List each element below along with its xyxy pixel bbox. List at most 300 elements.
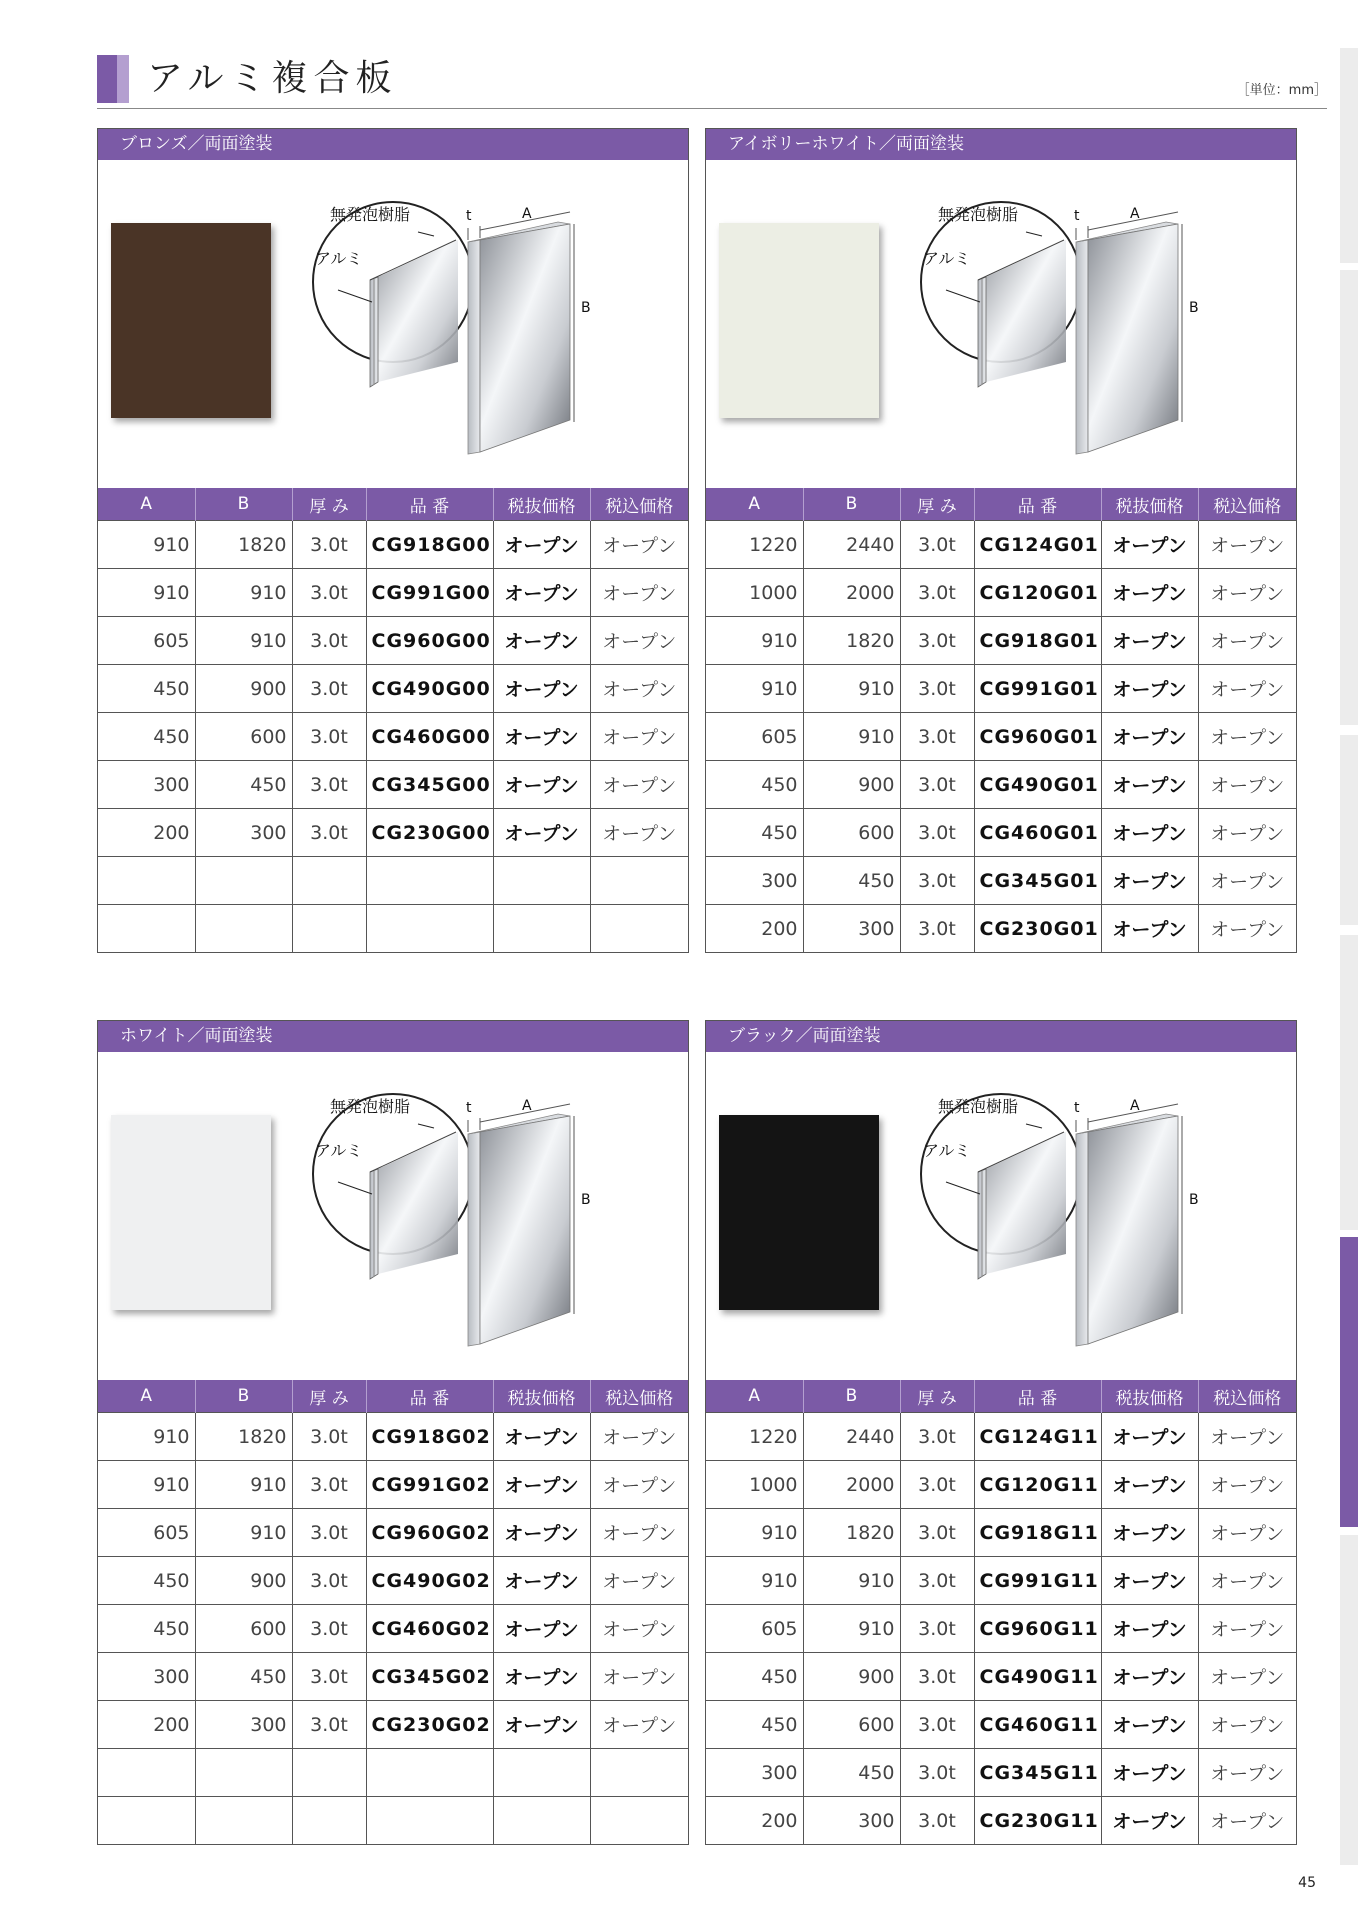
dimension-b-cell xyxy=(195,857,292,905)
product-code-cell: CG490G01 xyxy=(974,761,1101,809)
label-aluminum: アルミ xyxy=(315,1141,363,1160)
price-incl-tax-cell xyxy=(590,1749,688,1797)
price-incl-tax-cell: オープン xyxy=(1198,1701,1296,1749)
dimension-b-cell: 2440 xyxy=(803,521,900,569)
dimension-a-cell: 1220 xyxy=(706,1413,803,1461)
dimension-b-cell: 300 xyxy=(803,905,900,953)
column-header-price-incl-tax: 税込価格 xyxy=(590,1380,688,1413)
dimension-a-cell: 450 xyxy=(706,1701,803,1749)
table-row xyxy=(98,665,688,713)
table-row xyxy=(98,569,688,617)
dimension-a-cell: 605 xyxy=(706,1605,803,1653)
table-row xyxy=(706,1605,1296,1653)
product-figure xyxy=(706,1052,1296,1380)
thickness-cell: 3.0t xyxy=(900,1557,974,1605)
panel-structure-diagram xyxy=(308,1074,688,1374)
price-incl-tax-cell: オープン xyxy=(590,713,688,761)
dimension-b-cell: 600 xyxy=(195,1605,292,1653)
thickness-cell: 3.0t xyxy=(900,617,974,665)
price-incl-tax-cell: オープン xyxy=(1198,809,1296,857)
dimension-b-cell: 2000 xyxy=(803,1461,900,1509)
panel-title: アイボリーホワイト／両面塗装 xyxy=(706,129,1296,160)
thickness-cell: 3.0t xyxy=(900,713,974,761)
thickness-cell xyxy=(292,905,366,953)
thickness-cell: 3.0t xyxy=(900,1653,974,1701)
dimension-a-cell xyxy=(98,1749,195,1797)
dimension-b-cell xyxy=(195,905,292,953)
product-code-cell: CG960G02 xyxy=(366,1509,493,1557)
price-excl-tax-cell: オープン xyxy=(1101,1461,1198,1509)
index-tab xyxy=(1340,735,1358,925)
table-row xyxy=(706,1701,1296,1749)
title-accent-block xyxy=(97,55,117,103)
dimension-b-cell: 1820 xyxy=(803,617,900,665)
label-dimension-b: B xyxy=(1189,300,1199,316)
product-code-cell: CG490G02 xyxy=(366,1557,493,1605)
table-header-row xyxy=(706,1380,1296,1413)
column-header-thickness: 厚 み xyxy=(900,1380,974,1413)
price-incl-tax-cell: オープン xyxy=(1198,713,1296,761)
price-incl-tax-cell: オープン xyxy=(1198,1797,1296,1845)
panel-3d-illustration xyxy=(1074,1098,1199,1346)
column-header-price-excl-tax: 税抜価格 xyxy=(1101,488,1198,521)
table-row xyxy=(98,761,688,809)
panel-3d-illustration xyxy=(466,206,591,454)
column-header-dimension-a: A xyxy=(706,488,803,521)
dimension-a-cell: 910 xyxy=(98,521,195,569)
page-header xyxy=(97,55,1327,110)
thickness-cell: 3.0t xyxy=(292,665,366,713)
index-tab xyxy=(1340,270,1358,725)
thickness-cell: 3.0t xyxy=(292,1413,366,1461)
price-excl-tax-cell: オープン xyxy=(493,1413,590,1461)
dimension-a-cell: 300 xyxy=(706,857,803,905)
dimension-b-cell: 600 xyxy=(803,1701,900,1749)
table-row xyxy=(98,1653,688,1701)
table-row xyxy=(706,761,1296,809)
dimension-a-cell: 300 xyxy=(98,1653,195,1701)
price-excl-tax-cell: オープン xyxy=(493,617,590,665)
dimension-b-cell: 600 xyxy=(195,713,292,761)
thickness-cell: 3.0t xyxy=(900,569,974,617)
table-row xyxy=(706,1461,1296,1509)
page-number: 45 xyxy=(1298,1875,1316,1891)
dimension-b-cell: 910 xyxy=(195,617,292,665)
table-row xyxy=(98,713,688,761)
dimension-a-cell: 1220 xyxy=(706,521,803,569)
dimension-b-cell: 1820 xyxy=(803,1509,900,1557)
column-header-dimension-a: A xyxy=(98,488,195,521)
panel-title: ブロンズ／両面塗装 xyxy=(98,129,688,160)
price-excl-tax-cell: オープン xyxy=(493,809,590,857)
dimension-a-cell: 910 xyxy=(98,1413,195,1461)
price-excl-tax-cell: オープン xyxy=(1101,857,1198,905)
index-tab xyxy=(1340,1535,1358,1865)
price-excl-tax-cell: オープン xyxy=(493,665,590,713)
magnified-cross-section xyxy=(313,202,473,387)
dimension-a-cell: 605 xyxy=(706,713,803,761)
dimension-b-cell: 2000 xyxy=(803,569,900,617)
dimension-b-cell: 450 xyxy=(195,1653,292,1701)
price-incl-tax-cell: オープン xyxy=(1198,1461,1296,1509)
dimension-a-cell: 605 xyxy=(98,617,195,665)
product-code-cell: CG918G11 xyxy=(974,1509,1101,1557)
price-incl-tax-cell: オープン xyxy=(1198,617,1296,665)
thickness-cell: 3.0t xyxy=(900,1701,974,1749)
page-title: アルミ複合板 xyxy=(147,58,398,99)
product-code-cell: CG460G11 xyxy=(974,1701,1101,1749)
column-header-dimension-a: A xyxy=(706,1380,803,1413)
product-code-cell: CG120G01 xyxy=(974,569,1101,617)
thickness-cell: 3.0t xyxy=(900,761,974,809)
product-code-cell: CG230G02 xyxy=(366,1701,493,1749)
thickness-cell: 3.0t xyxy=(292,809,366,857)
column-header-dimension-a: A xyxy=(98,1380,195,1413)
price-incl-tax-cell: オープン xyxy=(1198,521,1296,569)
product-code-cell: CG991G01 xyxy=(974,665,1101,713)
product-code-cell: CG460G02 xyxy=(366,1605,493,1653)
label-dimension-b: B xyxy=(581,300,591,316)
dimension-a-cell: 910 xyxy=(706,617,803,665)
thickness-cell: 3.0t xyxy=(900,1749,974,1797)
dimension-b-cell: 450 xyxy=(195,761,292,809)
price-excl-tax-cell xyxy=(493,1797,590,1845)
product-code-cell: CG345G11 xyxy=(974,1749,1101,1797)
price-excl-tax-cell: オープン xyxy=(1101,1653,1198,1701)
product-code-cell: CG460G00 xyxy=(366,713,493,761)
dimension-b-cell: 1820 xyxy=(195,521,292,569)
table-row xyxy=(706,1413,1296,1461)
thickness-cell: 3.0t xyxy=(900,1797,974,1845)
table-row xyxy=(706,809,1296,857)
product-figure xyxy=(98,1052,688,1380)
product-panel-bronze xyxy=(97,128,689,953)
panel-title: ホワイト／両面塗装 xyxy=(98,1021,688,1052)
dimension-a-cell: 910 xyxy=(706,1509,803,1557)
dimension-a-cell: 450 xyxy=(706,809,803,857)
price-excl-tax-cell: オープン xyxy=(1101,761,1198,809)
column-header-price-incl-tax: 税込価格 xyxy=(1198,1380,1296,1413)
table-row xyxy=(98,857,688,905)
price-excl-tax-cell: オープン xyxy=(1101,1701,1198,1749)
column-header-dimension-b: B xyxy=(803,488,900,521)
table-row xyxy=(706,1797,1296,1845)
dimension-a-cell: 450 xyxy=(706,761,803,809)
thickness-cell: 3.0t xyxy=(292,761,366,809)
thickness-cell: 3.0t xyxy=(292,1461,366,1509)
price-excl-tax-cell: オープン xyxy=(1101,617,1198,665)
dimension-b-cell: 600 xyxy=(803,809,900,857)
price-incl-tax-cell: オープン xyxy=(1198,905,1296,953)
table-row xyxy=(706,713,1296,761)
label-thickness: t xyxy=(1074,208,1080,224)
dimension-a-cell: 200 xyxy=(706,905,803,953)
column-header-dimension-b: B xyxy=(195,1380,292,1413)
product-code-cell: CG345G01 xyxy=(974,857,1101,905)
product-code-cell: CG490G11 xyxy=(974,1653,1101,1701)
dimension-a-cell: 910 xyxy=(98,1461,195,1509)
price-incl-tax-cell: オープン xyxy=(1198,665,1296,713)
product-code-cell: CG490G00 xyxy=(366,665,493,713)
dimension-a-cell: 300 xyxy=(706,1749,803,1797)
panel-structure-diagram xyxy=(916,1074,1296,1374)
product-code-cell: CG230G11 xyxy=(974,1797,1101,1845)
label-resin-core: 無発泡樹脂 xyxy=(330,205,411,224)
price-incl-tax-cell xyxy=(590,1797,688,1845)
color-swatch xyxy=(111,223,271,418)
price-excl-tax-cell: オープン xyxy=(493,1653,590,1701)
price-excl-tax-cell xyxy=(493,1749,590,1797)
table-row xyxy=(706,521,1296,569)
index-tab-active xyxy=(1340,1237,1358,1527)
dimension-a-cell: 910 xyxy=(98,569,195,617)
thickness-cell: 3.0t xyxy=(292,1605,366,1653)
dimension-a-cell: 450 xyxy=(98,713,195,761)
table-row xyxy=(98,1605,688,1653)
price-incl-tax-cell: オープン xyxy=(590,1557,688,1605)
product-code-cell: CG918G00 xyxy=(366,521,493,569)
thickness-cell: 3.0t xyxy=(292,1557,366,1605)
dimension-b-cell: 910 xyxy=(803,665,900,713)
product-code-cell: CG991G11 xyxy=(974,1557,1101,1605)
table-row xyxy=(98,1557,688,1605)
price-excl-tax-cell: オープン xyxy=(493,761,590,809)
product-code-cell: CG124G11 xyxy=(974,1413,1101,1461)
thickness-cell: 3.0t xyxy=(900,809,974,857)
dimension-a-cell: 605 xyxy=(98,1509,195,1557)
product-code-cell: CG918G02 xyxy=(366,1413,493,1461)
table-row xyxy=(98,809,688,857)
dimension-b-cell xyxy=(195,1749,292,1797)
table-row xyxy=(706,1509,1296,1557)
dimension-b-cell: 300 xyxy=(195,1701,292,1749)
product-code-cell: CG991G00 xyxy=(366,569,493,617)
dimension-b-cell: 910 xyxy=(195,569,292,617)
column-header-price-excl-tax: 税抜価格 xyxy=(1101,1380,1198,1413)
spec-table xyxy=(98,488,688,952)
spec-table xyxy=(706,1380,1296,1844)
dimension-a-cell xyxy=(98,1797,195,1845)
panel-3d-illustration xyxy=(466,1098,591,1346)
price-incl-tax-cell: オープン xyxy=(590,1413,688,1461)
thickness-cell xyxy=(292,1749,366,1797)
price-excl-tax-cell: オープン xyxy=(1101,569,1198,617)
column-header-price-incl-tax: 税込価格 xyxy=(1198,488,1296,521)
column-header-dimension-b: B xyxy=(195,488,292,521)
dimension-b-cell: 910 xyxy=(195,1509,292,1557)
table-row xyxy=(98,1509,688,1557)
price-incl-tax-cell: オープン xyxy=(590,1605,688,1653)
dimension-b-cell: 300 xyxy=(195,809,292,857)
product-panel-black xyxy=(705,1020,1297,1845)
price-incl-tax-cell xyxy=(590,905,688,953)
product-code-cell xyxy=(366,905,493,953)
column-header-product-code: 品 番 xyxy=(366,488,493,521)
table-row xyxy=(706,857,1296,905)
price-incl-tax-cell xyxy=(590,857,688,905)
index-tab xyxy=(1340,935,1358,1230)
label-thickness: t xyxy=(466,208,472,224)
dimension-a-cell: 450 xyxy=(98,665,195,713)
dimension-a-cell: 200 xyxy=(98,1701,195,1749)
table-row xyxy=(98,1749,688,1797)
thickness-cell: 3.0t xyxy=(292,1701,366,1749)
price-excl-tax-cell: オープン xyxy=(493,713,590,761)
price-excl-tax-cell: オープン xyxy=(1101,905,1198,953)
table-header-row xyxy=(98,488,688,521)
price-incl-tax-cell: オープン xyxy=(590,1509,688,1557)
price-excl-tax-cell: オープン xyxy=(1101,1413,1198,1461)
price-excl-tax-cell: オープン xyxy=(1101,713,1198,761)
product-code-cell: CG120G11 xyxy=(974,1461,1101,1509)
price-incl-tax-cell: オープン xyxy=(590,1653,688,1701)
thickness-cell xyxy=(292,1797,366,1845)
price-excl-tax-cell: オープン xyxy=(493,1701,590,1749)
thickness-cell: 3.0t xyxy=(900,1413,974,1461)
price-excl-tax-cell: オープン xyxy=(1101,521,1198,569)
title-divider xyxy=(97,108,1327,109)
label-thickness: t xyxy=(1074,1100,1080,1116)
thickness-cell: 3.0t xyxy=(900,1605,974,1653)
column-header-thickness: 厚 み xyxy=(292,488,366,521)
table-row xyxy=(706,617,1296,665)
product-code-cell: CG345G02 xyxy=(366,1653,493,1701)
price-incl-tax-cell: オープン xyxy=(590,1701,688,1749)
dimension-b-cell: 910 xyxy=(803,713,900,761)
price-incl-tax-cell: オープン xyxy=(590,521,688,569)
price-excl-tax-cell: オープン xyxy=(1101,1797,1198,1845)
dimension-a-cell xyxy=(98,857,195,905)
table-row xyxy=(98,1413,688,1461)
price-incl-tax-cell: オープン xyxy=(1198,1557,1296,1605)
dimension-b-cell: 900 xyxy=(195,665,292,713)
thickness-cell: 3.0t xyxy=(900,521,974,569)
product-code-cell: CG960G00 xyxy=(366,617,493,665)
dimension-a-cell: 910 xyxy=(706,665,803,713)
price-incl-tax-cell: オープン xyxy=(1198,1509,1296,1557)
product-figure xyxy=(98,160,688,488)
spec-table xyxy=(706,488,1296,952)
dimension-b-cell: 910 xyxy=(803,1557,900,1605)
product-code-cell xyxy=(366,1749,493,1797)
label-aluminum: アルミ xyxy=(315,249,363,268)
column-header-product-code: 品 番 xyxy=(974,1380,1101,1413)
price-excl-tax-cell: オープン xyxy=(493,1557,590,1605)
magnified-cross-section xyxy=(921,202,1081,387)
thickness-cell: 3.0t xyxy=(292,617,366,665)
thickness-cell: 3.0t xyxy=(900,905,974,953)
product-code-cell xyxy=(366,857,493,905)
dimension-a-cell xyxy=(98,905,195,953)
table-row xyxy=(706,569,1296,617)
price-excl-tax-cell: オープン xyxy=(493,569,590,617)
index-tab xyxy=(1340,48,1358,263)
table-row xyxy=(98,521,688,569)
column-header-price-excl-tax: 税抜価格 xyxy=(493,1380,590,1413)
table-row xyxy=(706,905,1296,953)
table-row xyxy=(98,617,688,665)
price-incl-tax-cell: オープン xyxy=(1198,1413,1296,1461)
product-code-cell: CG991G02 xyxy=(366,1461,493,1509)
panel-structure-diagram xyxy=(308,182,688,482)
label-dimension-a: A xyxy=(522,1098,532,1114)
table-row xyxy=(706,1653,1296,1701)
thickness-cell: 3.0t xyxy=(900,1509,974,1557)
table-row xyxy=(706,1557,1296,1605)
price-excl-tax-cell: オープン xyxy=(493,1509,590,1557)
panel-title: ブラック／両面塗装 xyxy=(706,1021,1296,1052)
table-header-row xyxy=(98,1380,688,1413)
dimension-a-cell: 1000 xyxy=(706,1461,803,1509)
price-incl-tax-cell: オープン xyxy=(1198,1653,1296,1701)
dimension-b-cell xyxy=(195,1797,292,1845)
label-dimension-b: B xyxy=(581,1192,591,1208)
table-row xyxy=(706,665,1296,713)
price-excl-tax-cell: オープン xyxy=(1101,1557,1198,1605)
product-code-cell: CG230G00 xyxy=(366,809,493,857)
product-code-cell: CG230G01 xyxy=(974,905,1101,953)
price-incl-tax-cell: オープン xyxy=(590,809,688,857)
thickness-cell xyxy=(292,857,366,905)
price-incl-tax-cell: オープン xyxy=(1198,1749,1296,1797)
label-resin-core: 無発泡樹脂 xyxy=(938,1097,1019,1116)
panel-3d-illustration xyxy=(1074,206,1199,454)
price-excl-tax-cell: オープン xyxy=(1101,1509,1198,1557)
thickness-cell: 3.0t xyxy=(292,713,366,761)
price-incl-tax-cell: オープン xyxy=(590,1461,688,1509)
dimension-a-cell: 200 xyxy=(706,1797,803,1845)
thickness-cell: 3.0t xyxy=(292,569,366,617)
label-aluminum: アルミ xyxy=(923,1141,971,1160)
price-excl-tax-cell: オープン xyxy=(1101,1605,1198,1653)
dimension-a-cell: 200 xyxy=(98,809,195,857)
price-incl-tax-cell: オープン xyxy=(1198,857,1296,905)
product-code-cell: CG960G11 xyxy=(974,1605,1101,1653)
label-dimension-a: A xyxy=(1130,1098,1140,1114)
thickness-cell: 3.0t xyxy=(900,665,974,713)
product-panel-white xyxy=(97,1020,689,1845)
label-dimension-a: A xyxy=(522,206,532,222)
label-resin-core: 無発泡樹脂 xyxy=(330,1097,411,1116)
table-row xyxy=(706,1749,1296,1797)
column-header-price-excl-tax: 税抜価格 xyxy=(493,488,590,521)
dimension-a-cell: 1000 xyxy=(706,569,803,617)
dimension-b-cell: 910 xyxy=(195,1461,292,1509)
product-panel-ivory-white xyxy=(705,128,1297,953)
column-header-thickness: 厚 み xyxy=(900,488,974,521)
price-incl-tax-cell: オープン xyxy=(1198,569,1296,617)
dimension-b-cell: 900 xyxy=(803,1653,900,1701)
price-excl-tax-cell: オープン xyxy=(1101,1749,1198,1797)
color-swatch xyxy=(719,223,879,418)
product-code-cell xyxy=(366,1797,493,1845)
label-thickness: t xyxy=(466,1100,472,1116)
label-aluminum: アルミ xyxy=(923,249,971,268)
dimension-a-cell: 450 xyxy=(706,1653,803,1701)
thickness-cell: 3.0t xyxy=(292,1653,366,1701)
dimension-b-cell: 2440 xyxy=(803,1413,900,1461)
dimension-a-cell: 450 xyxy=(98,1605,195,1653)
thickness-cell: 3.0t xyxy=(292,1509,366,1557)
dimension-b-cell: 300 xyxy=(803,1797,900,1845)
dimension-b-cell: 1820 xyxy=(195,1413,292,1461)
thickness-cell: 3.0t xyxy=(900,1461,974,1509)
price-incl-tax-cell: オープン xyxy=(590,761,688,809)
table-row xyxy=(98,1701,688,1749)
dimension-a-cell: 910 xyxy=(706,1557,803,1605)
column-header-product-code: 品 番 xyxy=(366,1380,493,1413)
dimension-b-cell: 910 xyxy=(803,1605,900,1653)
